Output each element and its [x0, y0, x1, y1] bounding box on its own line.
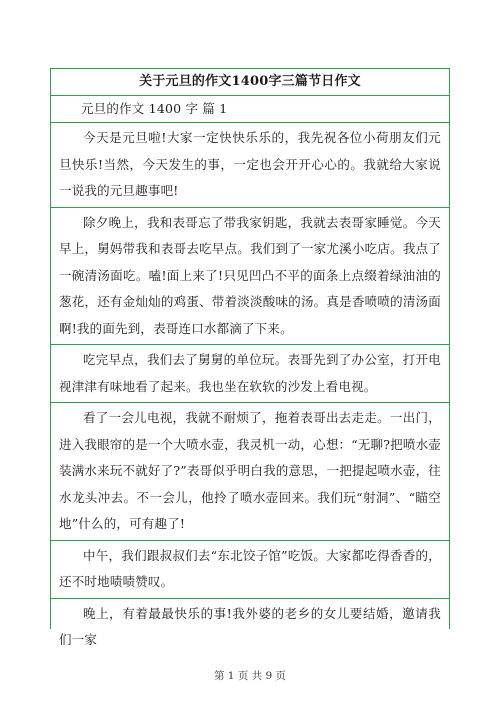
paragraph: 除夕晚上，我和表哥忘了带我家钥匙，我就去表哥家睡觉。今天早上，舅妈带我和表哥去吃早点。我们到了一家尤溪小吃店。我点了一碗清汤面吃。嗑!面上来了!只见凹凸不平的面条上点缀着绿油油的葱花，还有金灿灿的鸡蛋、带着淡淡酸味的汤。真是香喷喷的清汤面啊!我的面先到，表哥连口水都滴了下来。 — [51, 208, 449, 346]
section-heading: 元旦的作文 1400 字 篇 1 — [51, 96, 449, 123]
paragraph: 中午，我们跟叔叔们去“东北饺子馆”吃饭。大家都吃得香香的，还不时地啧啧赞叹。 — [51, 541, 449, 599]
paragraph: 吃完早点，我们去了舅舅的单位玩。表哥先到了办公室，打开电视津津有味地看了起来。我也坐在软软的沙发上看电视。 — [51, 345, 449, 403]
document-table — [50, 68, 450, 647]
paragraph: 晚上，有着最最快乐的事!我外婆的老乡的女儿要结婚，邀请我们一家 — [59, 605, 441, 647]
paragraph: 今天是元旦啦!大家一定快快乐乐的，我先祝各位小荷朋友们元旦快乐!当然，今天发生的事，一定也会开开心心的。我就给大家说一说我的元旦趣事吧! — [51, 123, 449, 208]
paragraph: 看了一会儿电视，我就不耐烦了，拖着表哥出去走走。一出门，进入我眼帘的是一个大喷水壶，我灵机一动，心想：“无聊?把喷水壶装满水来玩不就好了?”表哥似乎明白我的意思，一把提起喷水壶，往水龙头冲去。不一会儿，他拎了喷水壶回来。我们玩“射洞”、“瞄空地”什么的，可有趣了! — [51, 403, 449, 541]
page-number: 第 1 页 共 9 页 — [213, 670, 287, 682]
document-title: 关于元旦的作文1400字三篇节日作文 — [51, 69, 449, 96]
